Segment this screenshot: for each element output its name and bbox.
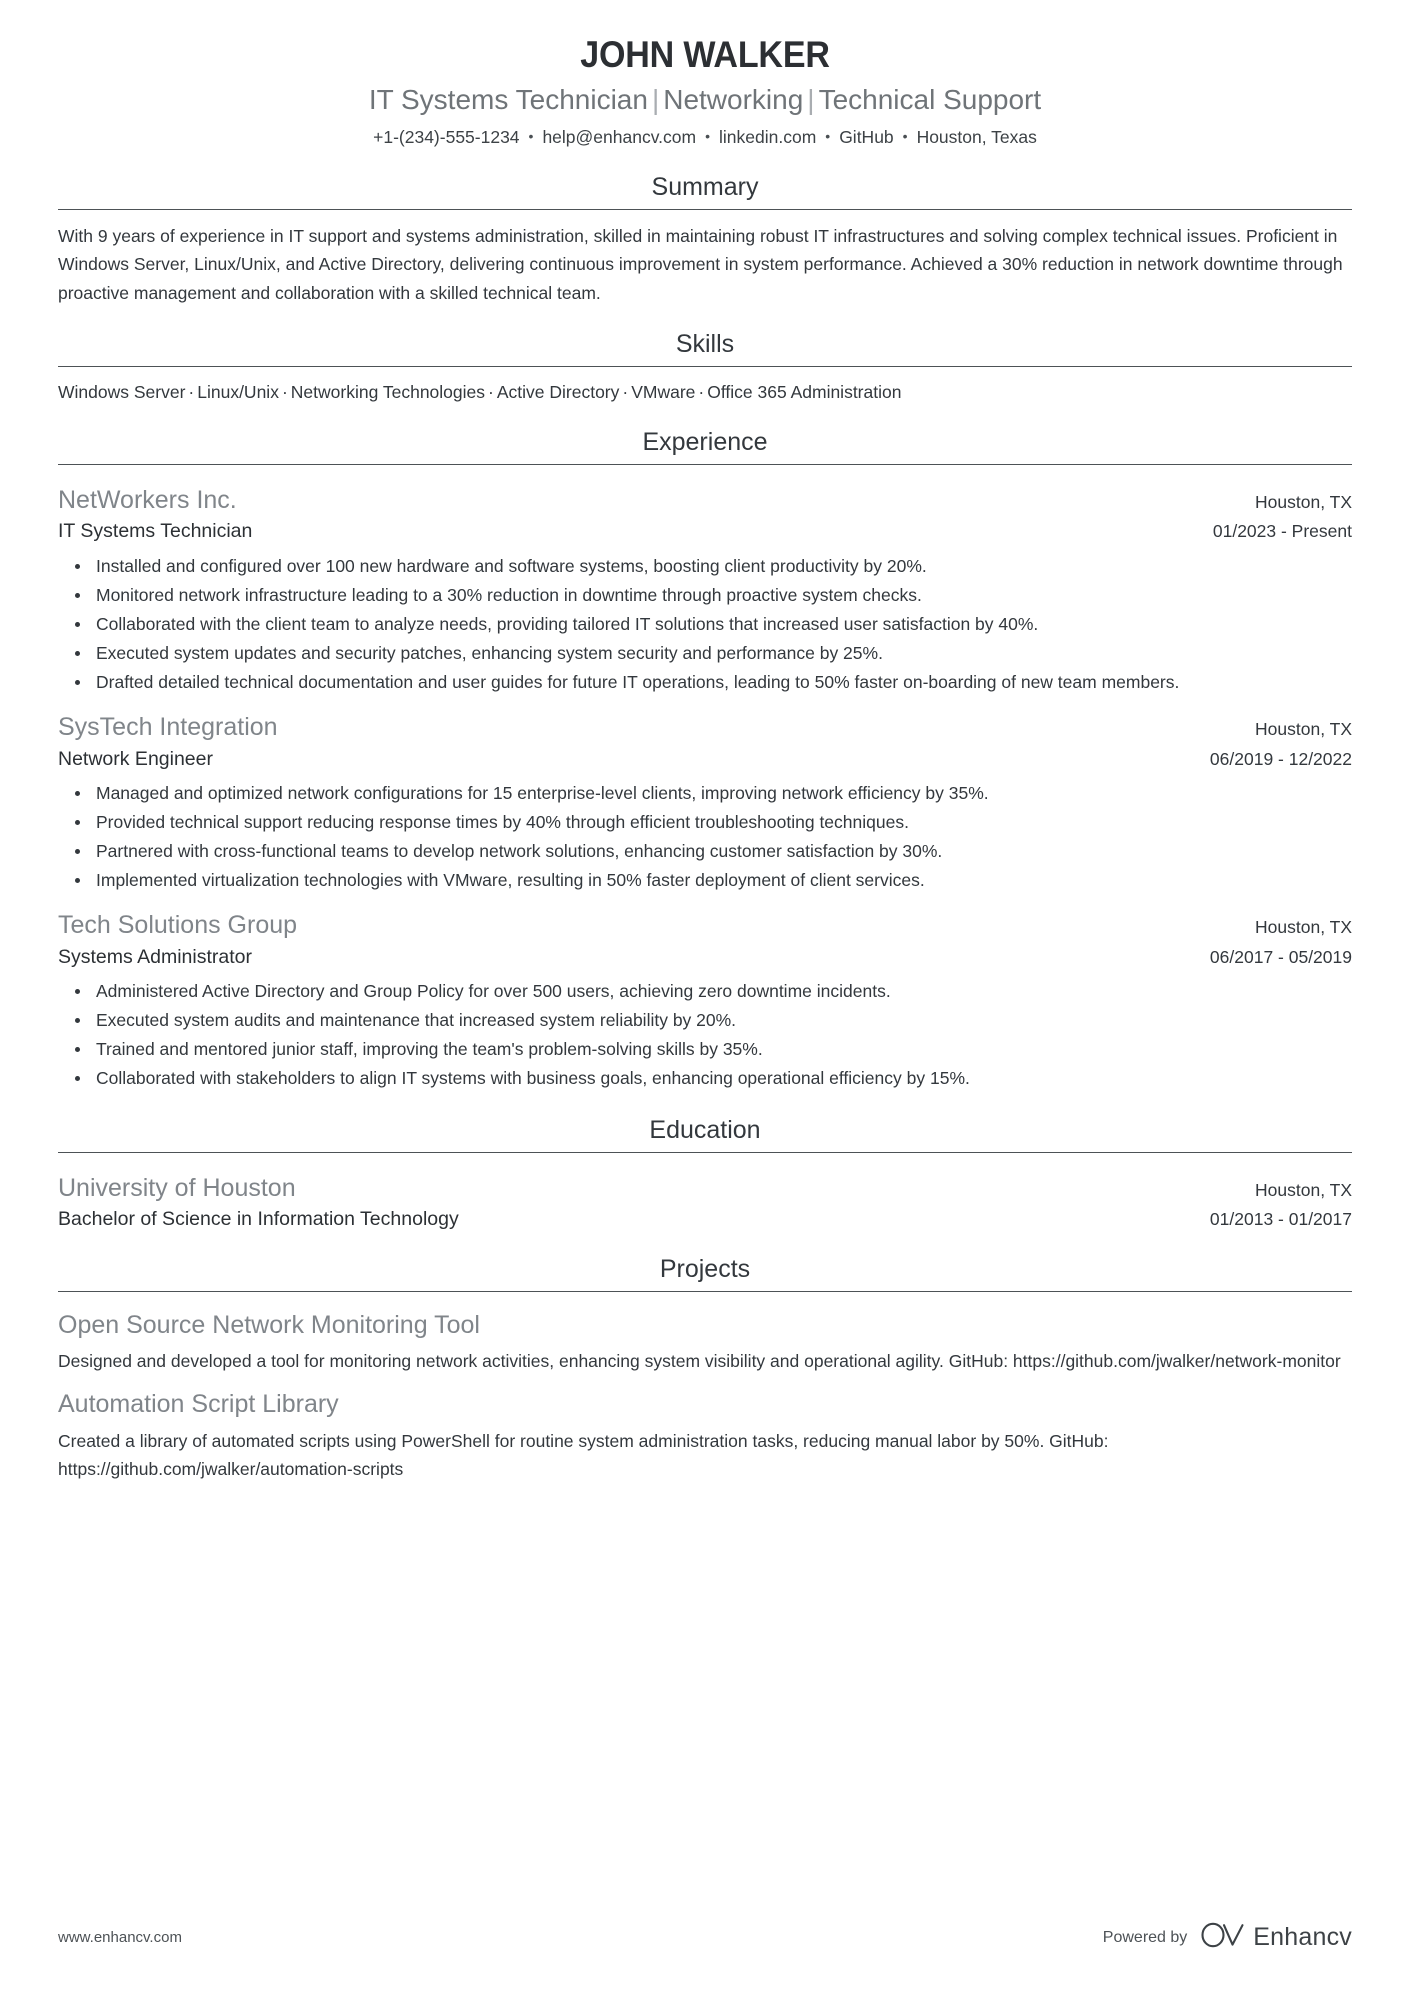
company-name: Tech Solutions Group bbox=[58, 911, 298, 940]
list-item: Executed system audits and maintenance that increased system reliability by 20%. bbox=[88, 1007, 1352, 1034]
education-entry bbox=[58, 1173, 1352, 1233]
project-title: Automation Script Library bbox=[58, 1390, 339, 1419]
project-title: Open Source Network Monitoring Tool bbox=[58, 1311, 480, 1340]
skill-item: Linux/Unix bbox=[197, 381, 279, 402]
achievement-list bbox=[58, 553, 1352, 697]
footer-website-url[interactable]: www.enhancv.com bbox=[58, 1929, 182, 1946]
enhancv-mark-icon bbox=[1201, 1922, 1245, 1953]
section-projects bbox=[58, 1254, 1352, 1483]
candidate-headline bbox=[58, 81, 1352, 119]
list-item: Executed system updates and security patches, enhancing system security and performance by 25%. bbox=[88, 640, 1352, 667]
skill-item: Active Directory bbox=[496, 381, 620, 402]
entry-subheader-row bbox=[58, 1204, 1352, 1232]
headline-separator-1: | bbox=[651, 83, 660, 115]
contact-separator-icon: • bbox=[902, 128, 908, 145]
skill-separator: · bbox=[488, 381, 494, 402]
enhancv-wordmark: Enhancv bbox=[1253, 1923, 1352, 1951]
entry-header-row bbox=[58, 910, 1352, 941]
job-title: Network Engineer bbox=[58, 747, 213, 770]
resume-header bbox=[58, 34, 1352, 150]
job-dates: 06/2019 - 12/2022 bbox=[1209, 748, 1352, 769]
school-name: University of Houston bbox=[58, 1173, 296, 1202]
section-title-projects: Projects bbox=[659, 1255, 751, 1284]
skill-item: Windows Server bbox=[58, 381, 186, 402]
list-item: Drafted detailed technical documentation and user guides for future IT operations, leading to 50% faster on-boarding of new team members. bbox=[88, 669, 1352, 696]
contact-github[interactable]: GitHub bbox=[839, 127, 894, 148]
headline-separator-2: | bbox=[807, 83, 815, 115]
list-item: Implemented virtualization technologies with VMware, resulting in 50% faster deployment of client services. bbox=[88, 867, 1352, 894]
list-item: Administered Active Directory and Group Policy for over 500 users, achieving zero downtime incidents. bbox=[88, 978, 1352, 1005]
job-title: Systems Administrator bbox=[58, 945, 252, 968]
powered-by-label: Powered by bbox=[1102, 1928, 1188, 1946]
list-item: Collaborated with stakeholders to align IT systems with business goals, enhancing operational efficiency by 15%. bbox=[88, 1065, 1352, 1092]
contact-line bbox=[58, 125, 1352, 150]
company-location: Houston, TX bbox=[1255, 719, 1352, 740]
company-location: Houston, TX bbox=[1255, 492, 1352, 513]
page-footer bbox=[58, 1922, 1352, 1953]
list-item: Monitored network infrastructure leading to a 30% reduction in downtime through proactive system checks. bbox=[88, 582, 1352, 609]
list-item: Collaborated with the client team to analyze needs, providing tailored IT solutions that increased user satisfaction by 40%. bbox=[88, 611, 1352, 638]
project-entry bbox=[58, 1310, 1352, 1375]
candidate-name: JOHN WALKER bbox=[580, 34, 830, 75]
entry-header-row bbox=[58, 712, 1352, 743]
school-location: Houston, TX bbox=[1255, 1179, 1352, 1200]
contact-linkedin[interactable]: linkedin.com bbox=[719, 127, 817, 148]
enhancv-logo bbox=[1201, 1922, 1352, 1953]
list-item: Managed and optimized network configurations for 15 enterprise-level clients, improving network efficiency by 35%. bbox=[88, 780, 1352, 807]
skills-list bbox=[58, 379, 1352, 405]
skill-item: VMware bbox=[631, 381, 696, 402]
section-title-education: Education bbox=[649, 1115, 761, 1144]
section-skills bbox=[58, 329, 1352, 405]
entry-subheader-row bbox=[58, 942, 1352, 970]
headline-part-3: Technical Support bbox=[818, 83, 1042, 115]
job-dates: 06/2017 - 05/2019 bbox=[1209, 946, 1352, 967]
section-title-summary: Summary bbox=[651, 172, 759, 201]
contact-phone: +1-(234)-555-1234 bbox=[373, 127, 520, 148]
list-item: Partnered with cross-functional teams to develop network solutions, enhancing customer satisfaction by 30%. bbox=[88, 838, 1352, 865]
project-description: Designed and developed a tool for monitoring network activities, enhancing system visibility and operational agility. GitHub: https://github.com/jwalker/network-monitor bbox=[58, 1351, 1341, 1372]
skill-separator: · bbox=[188, 381, 195, 402]
section-education bbox=[58, 1115, 1352, 1233]
section-experience bbox=[58, 427, 1352, 1092]
list-item: Trained and mentored junior staff, improving the team's problem-solving skills by 35%. bbox=[88, 1036, 1352, 1063]
project-description: Created a library of automated scripts using PowerShell for routine system administration tasks, reducing manual labor by 50%. GitHub: https://github.com/jwalker/automation-scripts bbox=[58, 1430, 1109, 1479]
contact-separator-icon: • bbox=[825, 128, 831, 145]
skill-separator: · bbox=[281, 381, 288, 402]
company-name: SysTech Integration bbox=[58, 713, 278, 742]
degree-title: Bachelor of Science in Information Technology bbox=[58, 1207, 459, 1230]
headline-part-2: Networking bbox=[663, 83, 804, 115]
list-item: Installed and configured over 100 new hardware and software systems, boosting client productivity by 20%. bbox=[88, 553, 1352, 580]
contact-email[interactable]: help@enhancv.com bbox=[542, 127, 697, 148]
skill-item: Office 365 Administration bbox=[707, 381, 902, 402]
company-name: NetWorkers Inc. bbox=[58, 486, 237, 515]
summary-text: With 9 years of experience in IT support and systems administration, skilled in maintaining robust IT infrastructures and solving complex technical issues. Proficient in Windows Server, Linux/Unix, and Active Directory, delivering continuous improvement in system performance. Achieved a 30% reduction in network downtime through proactive management and collaboration with a skilled technical team. bbox=[58, 225, 1343, 303]
experience-entry bbox=[58, 712, 1352, 894]
degree-dates: 01/2013 - 01/2017 bbox=[1209, 1208, 1352, 1229]
skill-item: Networking Technologies bbox=[290, 381, 486, 402]
section-title-experience: Experience bbox=[642, 428, 768, 457]
job-title: IT Systems Technician bbox=[58, 520, 253, 543]
achievement-list bbox=[58, 978, 1352, 1093]
headline-part-1: IT Systems Technician bbox=[368, 83, 648, 115]
section-summary bbox=[58, 172, 1352, 307]
company-location: Houston, TX bbox=[1255, 917, 1352, 938]
contact-separator-icon: • bbox=[528, 128, 534, 145]
achievement-list bbox=[58, 780, 1352, 895]
entry-subheader-row bbox=[58, 744, 1352, 772]
entry-subheader-row bbox=[58, 516, 1352, 544]
list-item: Provided technical support reducing response times by 40% through efficient troubleshooting techniques. bbox=[88, 809, 1352, 836]
entry-header-row bbox=[58, 485, 1352, 516]
skill-separator: · bbox=[622, 381, 629, 402]
entry-header-row bbox=[58, 1173, 1352, 1204]
experience-entry bbox=[58, 485, 1352, 696]
contact-location: Houston, Texas bbox=[916, 127, 1037, 148]
experience-entry bbox=[58, 910, 1352, 1092]
job-dates: 01/2023 - Present bbox=[1212, 521, 1352, 542]
contact-separator-icon: • bbox=[705, 128, 710, 145]
section-title-skills: Skills bbox=[675, 329, 735, 358]
project-entry bbox=[58, 1389, 1352, 1482]
skill-separator: · bbox=[698, 381, 705, 402]
